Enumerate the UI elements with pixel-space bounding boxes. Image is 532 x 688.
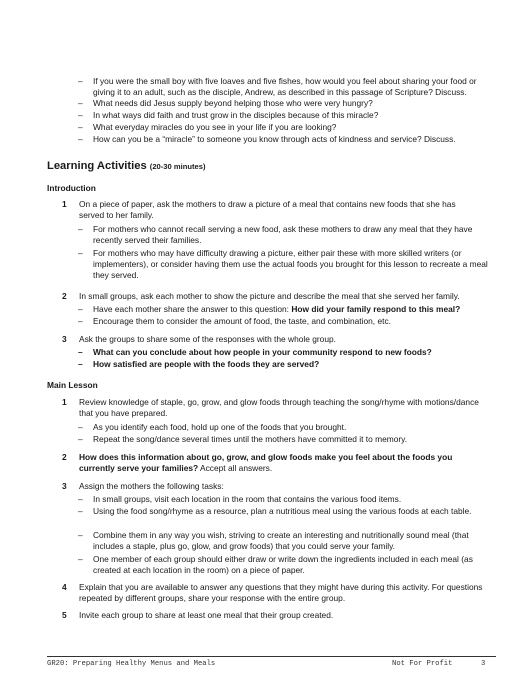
step-text: Explain that you are available to answer any questions that they might have during this activity. For questions repeated by different groups, share your response with the entire group. [79, 582, 483, 603]
intro-step-1 [62, 199, 482, 221]
dash-bullet: – [78, 224, 83, 234]
intro-step-2 [62, 291, 492, 302]
dash-bullet: – [78, 304, 83, 314]
step-number: 4 [62, 582, 67, 592]
intro-step-2-sub [78, 304, 498, 315]
main-step-3-sub [78, 530, 490, 552]
section-title-learning-activities [47, 159, 206, 174]
intro-step-2-sub [78, 316, 498, 327]
sub-question: How did your family respond to this meal? [291, 304, 461, 314]
step-text: Review knowledge of staple, go, grow, and glow foods through teaching the song/rhyme with motions/dance that you have prepared. [79, 397, 479, 418]
step-text: Ask the groups to share some of the responses with the whole group. [79, 334, 336, 344]
step-text: On a piece of paper, ask the mothers to draw a picture of a meal that contains new foods that she has served to her family. [79, 199, 456, 220]
discussion-question [78, 98, 490, 109]
discussion-question [78, 76, 490, 98]
dash-bullet: – [78, 530, 83, 540]
main-step-1 [62, 397, 482, 419]
dash-bullet: – [78, 110, 83, 120]
dash-bullet: – [78, 506, 83, 516]
intro-step-1-sub [78, 224, 488, 246]
sub-text: One member of each group should either draw or write down the ingredients included in each meal (as created at each location in the room) on a piece of paper. [93, 554, 473, 575]
step-number: 2 [62, 291, 67, 301]
main-step-3 [62, 481, 482, 492]
section-duration: (20-30 minutes) [149, 162, 206, 171]
step-number: 1 [62, 397, 67, 407]
sub-text: Using the food song/rhyme as a resource, plan a nutritious meal using the various foods at each table. [93, 506, 472, 516]
sub-text: As you identify each food, hold up one of the foods that you brought. [93, 422, 347, 432]
sub-text: Encourage them to consider the amount of food, the taste, and combination, etc. [93, 316, 391, 326]
section-title-text: Learning Activities [47, 160, 147, 172]
main-step-2 [62, 452, 482, 474]
sub-text: Combine them in any way you wish, striving to create an interesting and nutritionally sound meal (that includes a staple, plus go, glow, and grow foods) that you could serve your family. [93, 530, 469, 551]
discussion-question [78, 110, 490, 121]
step-number: 5 [62, 610, 67, 620]
discussion-question-text: What needs did Jesus supply beyond helping those who were very hungry? [93, 98, 373, 108]
main-step-1-sub [78, 422, 498, 433]
step-text: In small groups, ask each mother to show the picture and describe the meal that she served her family. [79, 291, 460, 301]
discussion-question-text: What everyday miracles do you see in your life if you are looking? [93, 122, 337, 132]
footer-divider [47, 656, 496, 657]
dash-bullet: – [78, 347, 83, 357]
intro-step-3-sub [78, 359, 498, 370]
intro-step-3-sub [78, 347, 498, 358]
step-number: 3 [62, 334, 67, 344]
main-step-3-sub [78, 494, 490, 505]
step-number: 3 [62, 481, 67, 491]
sub-text: Repeat the song/dance several times until the mothers have committed it to memory. [93, 434, 408, 444]
sub-text: For mothers who cannot recall serving a new food, ask these mothers to draw any meal that they have recently served their families. [93, 224, 473, 245]
dash-bullet: – [78, 134, 83, 144]
dash-bullet: – [78, 316, 83, 326]
step-text-wrapper [79, 452, 482, 474]
dash-bullet: – [78, 359, 83, 369]
footer-left: GR20: Preparing Healthy Menus and Meals [47, 660, 216, 668]
sub-text: For mothers who may have difficulty drawing a picture, either pair these with more skilled writers (or implementers), or consider having them use the actual foods you brought for this lesson to recreate a meal they served. [93, 248, 488, 280]
step-number: 1 [62, 199, 67, 209]
footer-center: Not For Profit [392, 660, 453, 668]
step-number: 2 [62, 452, 67, 462]
step-text: Assign the mothers the following tasks: [79, 481, 224, 491]
dash-bullet: – [78, 422, 83, 432]
subsection-heading-introduction: Introduction [47, 183, 96, 193]
dash-bullet: – [78, 76, 83, 86]
main-step-3-sub [78, 554, 490, 576]
sub-text: Have each mother share the answer to this question: [93, 304, 292, 314]
main-step-5 [62, 610, 482, 621]
discussion-question [78, 134, 490, 145]
sub-text: In small groups, visit each location in the room that contains the various food items. [93, 494, 402, 504]
footer-page-number: 3 [481, 660, 486, 668]
discussion-question-text: In what ways did faith and trust grow in the disciples because of this miracle? [93, 110, 379, 120]
dash-bullet: – [78, 248, 83, 258]
dash-bullet: – [78, 122, 83, 132]
discussion-question-text: How can you be a “miracle” to someone you know through acts of kindness and service? Discuss. [93, 134, 456, 144]
main-step-4 [62, 582, 490, 604]
main-step-1-sub [78, 434, 498, 445]
sub-question: What can you conclude about how people in your community respond to new foods? [93, 347, 432, 357]
step-text: Accept all answers. [198, 463, 273, 473]
main-step-3-sub [78, 506, 490, 517]
dash-bullet: – [78, 494, 83, 504]
dash-bullet: – [78, 434, 83, 444]
intro-step-1-sub [78, 248, 488, 281]
step-question: How does this information about go, grow, and glow foods make you feel about the foods you currently serve your families? [79, 452, 453, 473]
dash-bullet: – [78, 98, 83, 108]
sub-text-wrapper [93, 304, 498, 315]
discussion-question [78, 122, 490, 133]
sub-question: How satisfied are people with the foods they are served? [93, 359, 320, 369]
dash-bullet: – [78, 554, 83, 564]
intro-step-3 [62, 334, 482, 345]
subsection-heading-main-lesson: Main Lesson [47, 380, 98, 390]
discussion-question-text: If you were the small boy with five loaves and five fishes, how would you feel about sharing your food or giving it to an adult, such as the disciple, Andrew, as described in this passage of Scripture? Discuss. [93, 76, 477, 97]
step-text: Invite each group to share at least one meal that their group created. [79, 610, 334, 620]
